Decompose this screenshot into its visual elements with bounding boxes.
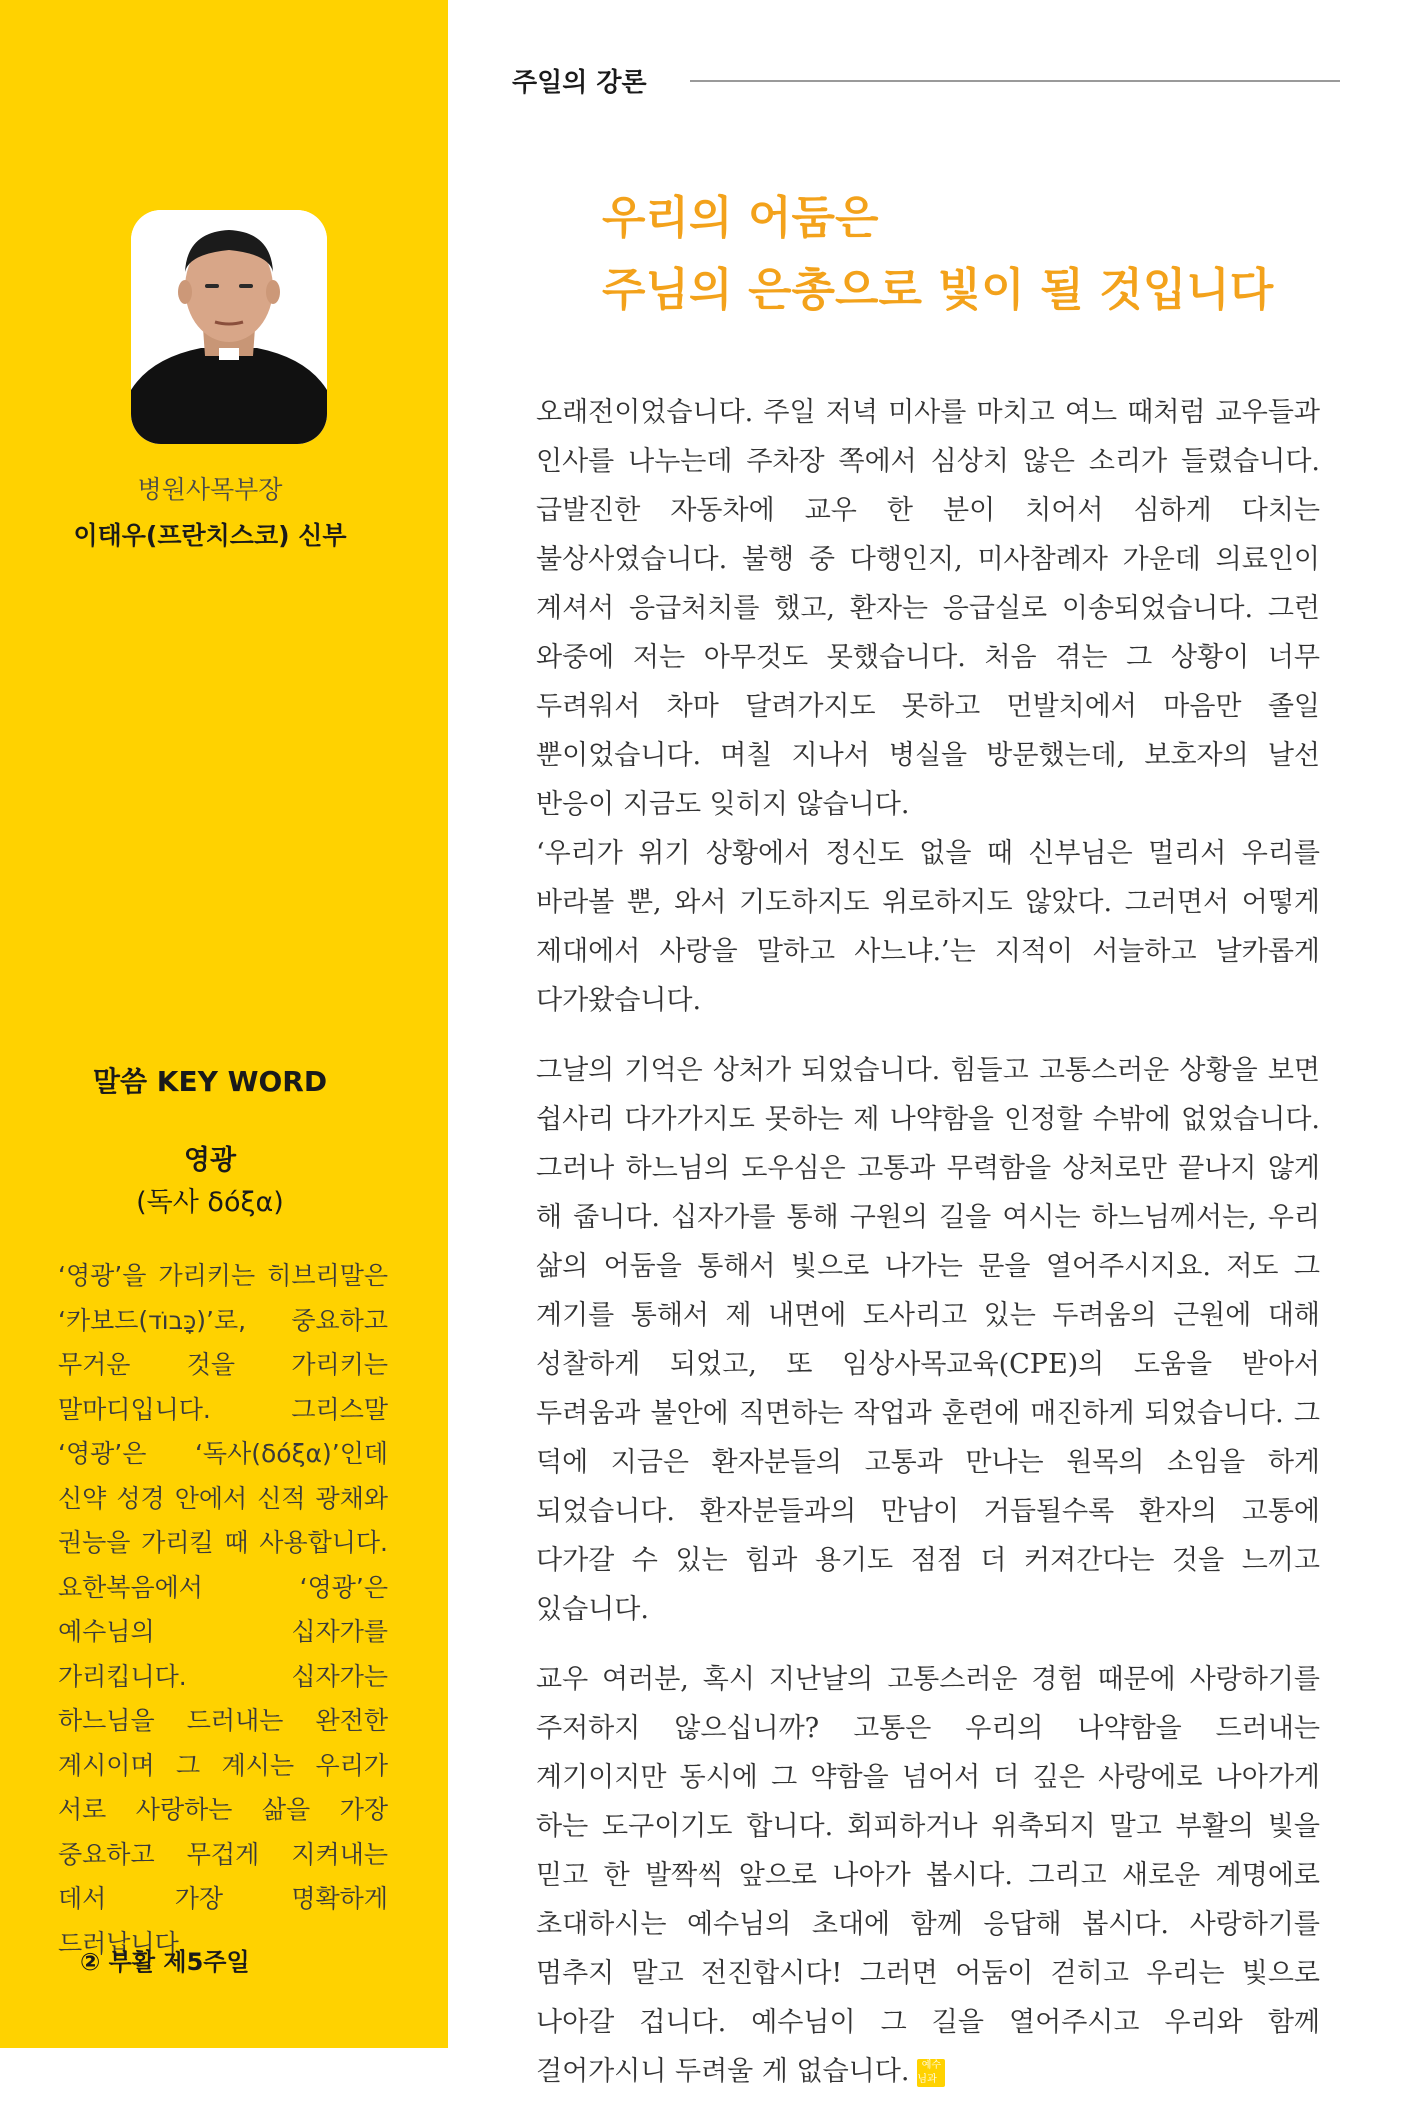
keyword-description: ‘영광’을 가리키는 히브리말은 ‘카보드(כָּבוֹד)’로, 중요하고 무거운 것을 가리키는 말마디입니다. 그리스말 ‘영광’은 ‘독사(δόξα)’인데 신약 성경 안에서 신적 광채와 권능을 가리킬 때 사용합니다. 요한복음에서 ‘영광’은 예수님의 십자가를 가리킵니다. 십자가는 하느님을 드러내는 완전한 계시이며 그 계시는 우리가 서로 사랑하는 삶을 가장 중요하고 무겁게 지켜내는 데서 가장 명확하게 드러납니다. [58, 1261, 388, 1958]
paragraph-text: 오래전이었습니다. 주일 저녁 미사를 마치고 여느 때처럼 교우들과 인사를 나누는데 주차장 쪽에서 심상치 않은 소리가 들렸습니다. 급발진한 자동차에 교우 한 분이 치어서 심하게 다치는 불상사였습니다. 불행 중 다행인지, 미사참례자 가운데 의료인이 계셔서 응급처치를 했고, 환자는 응급실로 이송되었습니다. 그런 와중에 저는 아무것도 못했습니다. 처음 겪는 그 상황이 너무 두려워서 차마 달려가지도 못하고 먼발치에서 마음만 졸일 뿐이었습니다. 며칠 지나서 병실을 방문했는데, 보호자의 날선 반응이 지금도 잊히지 않습니다. [536, 397, 1320, 820]
sidebar [0, 0, 448, 2048]
homily-title [602, 182, 1273, 326]
author-name: 이태우(프란치스코) 신부 [73, 521, 347, 550]
title-line-1: 우리의 어둠은 [602, 191, 879, 244]
homily-body [536, 388, 1320, 2117]
section-divider [690, 80, 1340, 82]
title-line-2: 주님의 은총으로 빛이 될 것입니다 [602, 263, 1274, 316]
keyword-transliteration: (독사 δόξα) [136, 1187, 284, 1218]
paragraph [536, 1655, 1320, 2096]
keyword-term: 영광 [183, 1145, 237, 1176]
paragraph-text: ‘우리가 위기 상황에서 정신도 없을 때 신부님은 멀리서 우리를 바라볼 뿐, 와서 기도하지도 위로하지도 않았다. 그러면서 어떻게 제대에서 사랑을 말하고 사느냐.’는 지적이 서늘하고 날카롭게 다가왔습니다. [536, 838, 1320, 1016]
paragraph: 그날의 기억은 상처가 되었습니다. 힘들고 고통스러운 상황을 보면 쉽사리 다가가지도 못하는 제 나약함을 인정할 수밖에 없었습니다. 그러나 하느님의 도우심은 고통과 무력함을 상처로만 끝나지 않게 해 줍니다. 십자가를 통해 구원의 길을 여시는 하느님께서는, 우리 삶의 어둠을 통해서 빛으로 나가는 문을 열어주시지요. 저도 그 계기를 통해서 제 내면에 도사리고 있는 두려움의 근원에 대해 성찰하게 되었고, 또 임상사목교육(CPE)의 도움을 받아서 두려움과 불안에 직면하는 작업과 훈련에 매진하게 되었습니다. 그 덕에 지금은 환자분들의 고통과 만나는 원목의 소임을 하게 되었습니다. 환자분들과의 만남이 거듭될수록 환자의 고통에 다가갈 수 있는 힘과 용기도 점점 더 커져간다는 것을 느끼고 있습니다. [536, 1055, 1320, 1625]
keyword-heading: 말씀 KEY WORD [92, 1065, 328, 1098]
page-info: ② 부활 제5주일 [80, 1948, 250, 1976]
end-mark-icon: 예수 님과 [917, 2059, 945, 2087]
paragraph [536, 388, 1320, 1025]
section-label: 주일의 강론 [512, 68, 647, 98]
author-photo [131, 210, 327, 444]
paragraph-text: 교우 여러분, 혹시 지난날의 고통스러운 경험 때문에 사랑하기를 주저하지 않으십니까? 고통은 우리의 나약함을 드러내는 계기이지만 동시에 그 약함을 넘어서 더 깊은 사랑에로 나아가게 하는 도구이기도 합니다. 회피하거나 위축되지 말고 부활의 빛을 믿고 한 발짝씩 앞으로 나아가 봅시다. 그리고 새로운 계명에로 초대하시는 예수님의 초대에 함께 응답해 봅시다. 사랑하기를 멈추지 말고 전진합시다! 그러면 어둠이 걷히고 우리는 빛으로 나아갈 겁니다. 예수님이 그 길을 열어주시고 우리와 함께 걸어가시니 두려울 게 없습니다. [536, 1664, 1320, 2087]
author-role: 병원사목부장 [137, 475, 283, 504]
